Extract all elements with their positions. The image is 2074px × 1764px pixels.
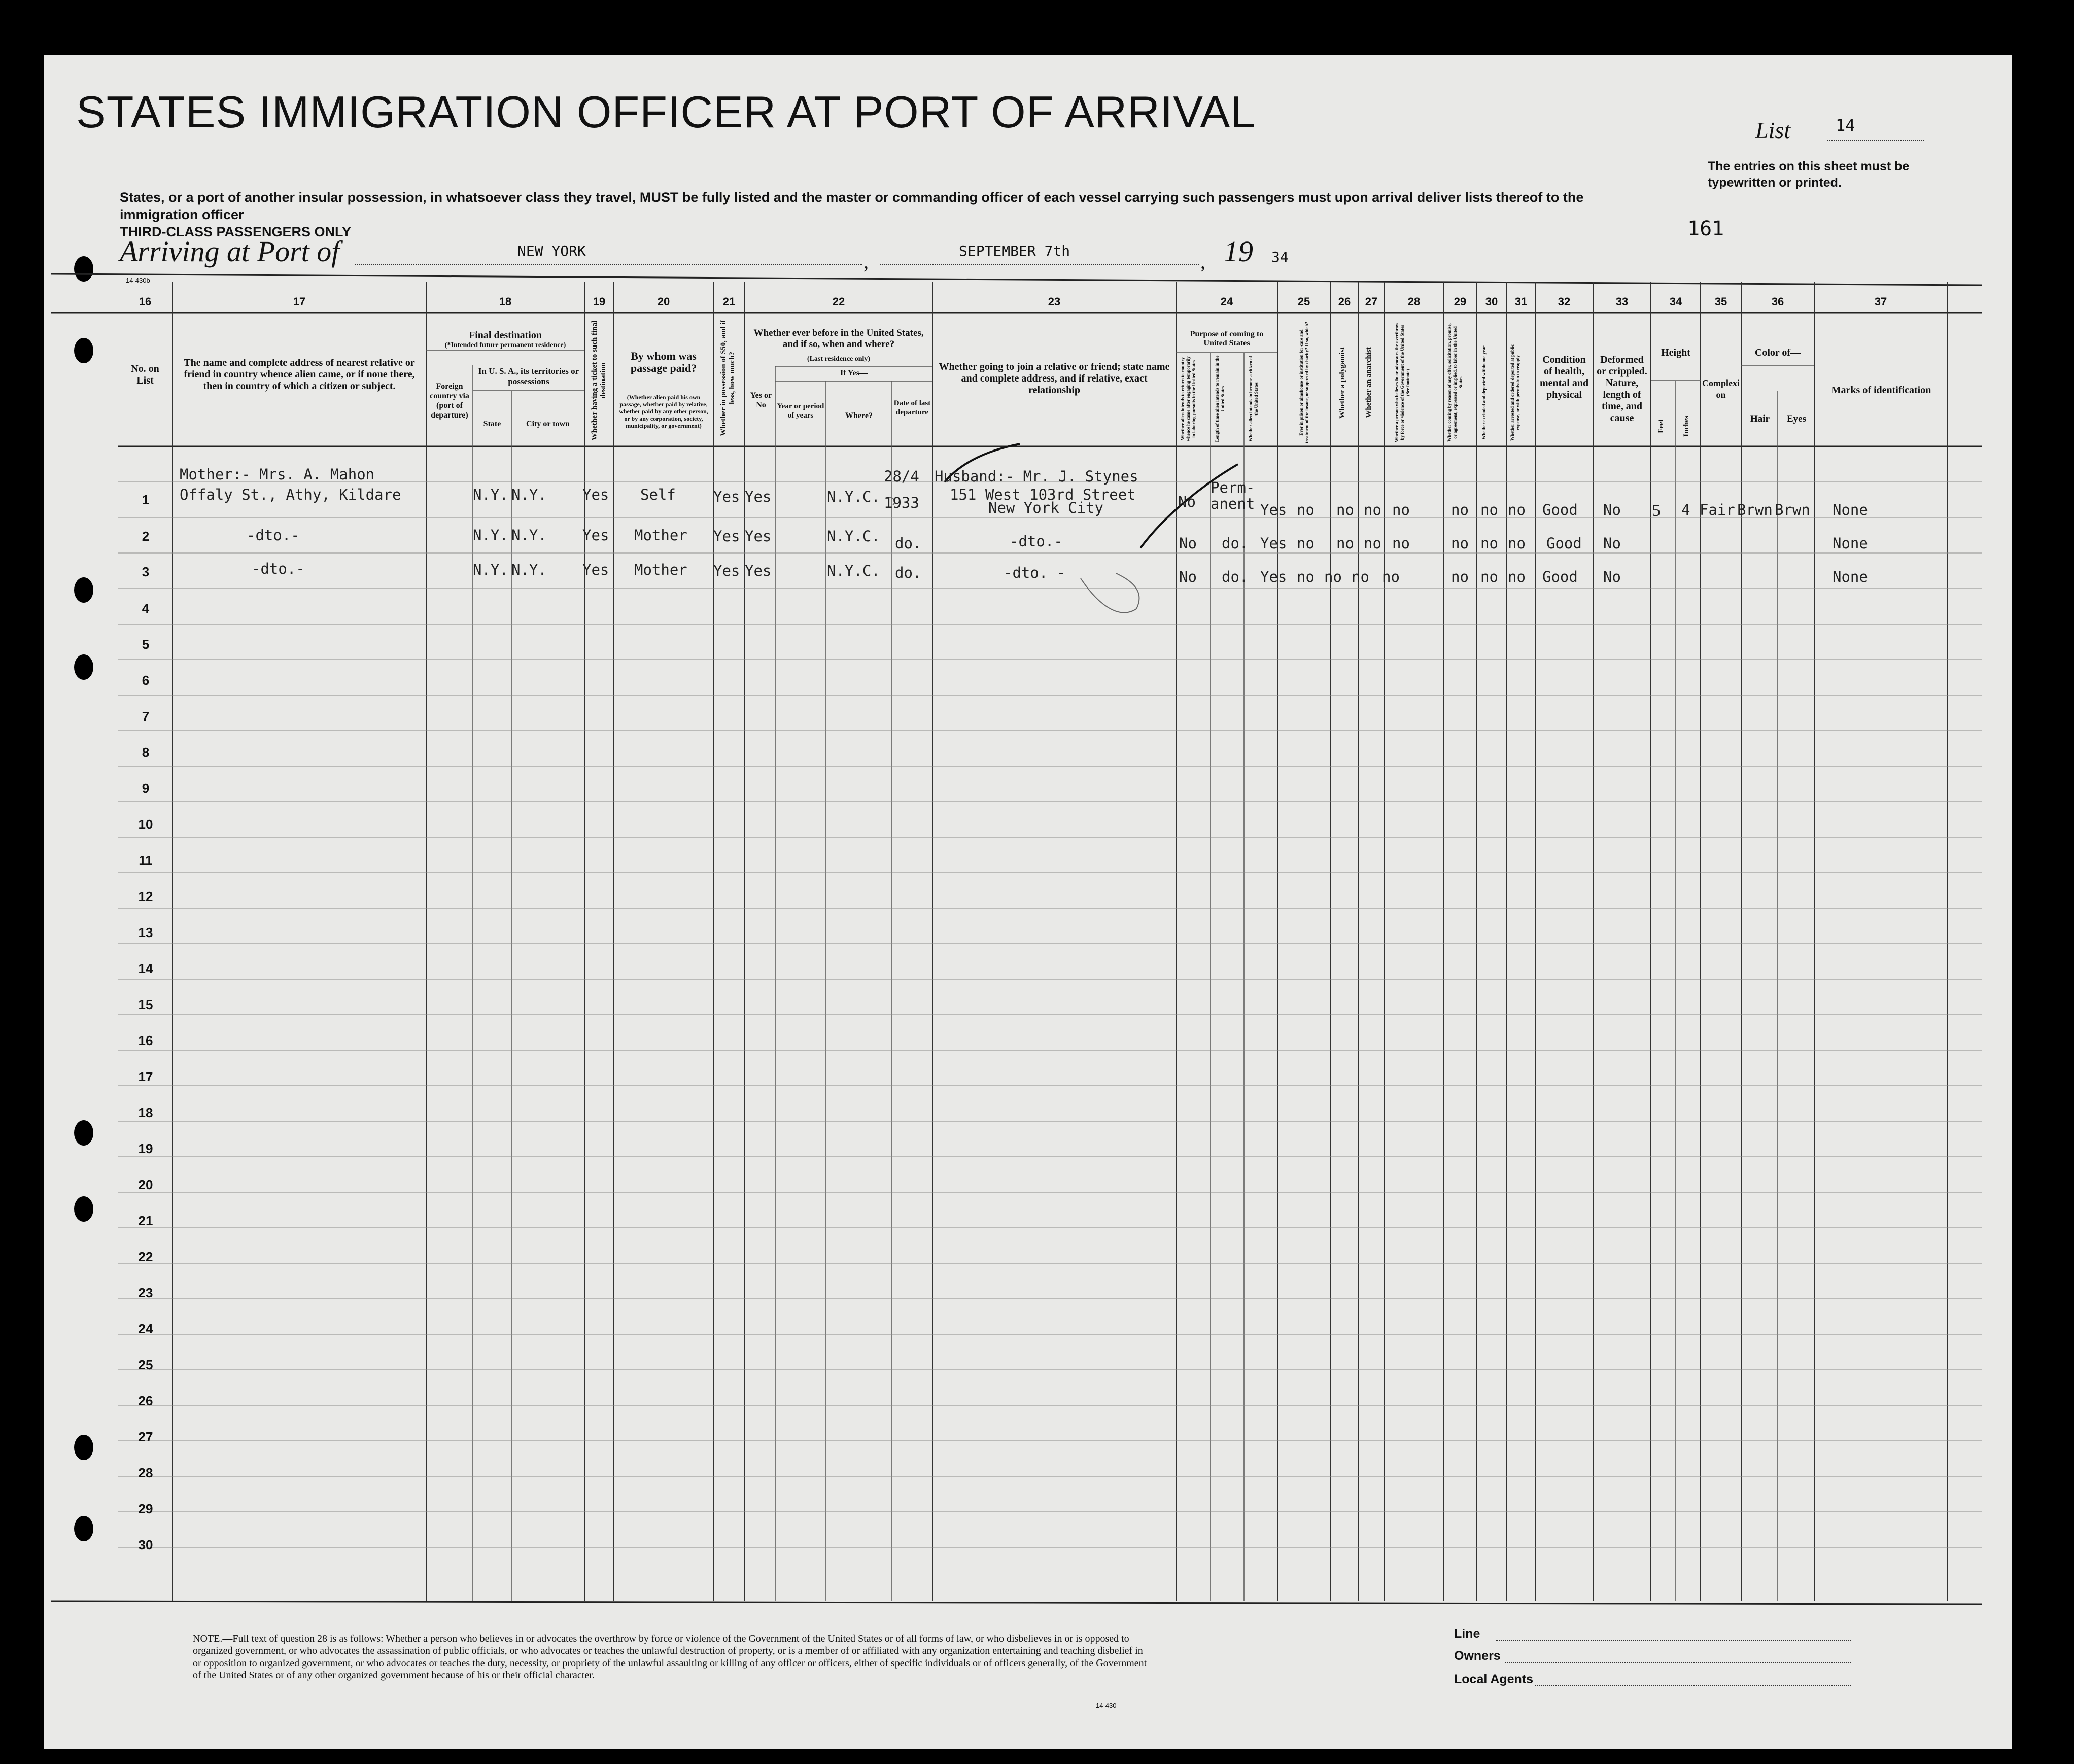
subtitle-line: States, or a port of another insular possession, in whatsoever class they travel, MUST be fully listed and the master or commanding officer of each vessel carrying such passengers must upon arrival deliver lists thereof to the immigration officer (120, 190, 1584, 222)
money-value: Yes (713, 562, 740, 579)
col-number: 25 (1297, 295, 1310, 308)
join-relative: Husband:- Mr. J. Stynes (935, 468, 1138, 485)
header-foreign-country: Foreign country via (port of departure) (430, 382, 469, 420)
col-number: 21 (722, 295, 736, 308)
col-number: 32 (1558, 295, 1571, 308)
length-value: do. (1222, 568, 1249, 585)
header-marks: Marks of identification (1831, 385, 1931, 396)
row-number: 7 (142, 709, 150, 724)
dest-city: N.Y. (511, 486, 547, 503)
col-number: 33 (1615, 295, 1629, 308)
page-title: STATES IMMIGRATION OFFICER AT PORT OF ARRIVAL (76, 87, 1256, 137)
col-number: 36 (1771, 295, 1784, 308)
where-value: N.Y.C. (827, 562, 880, 579)
excluded-value: no (1480, 535, 1498, 552)
row-number: 3 (142, 564, 150, 579)
header-condition: Condition of health, mental and physical (1539, 354, 1589, 400)
excluded-value: no (1480, 501, 1498, 518)
departure-date: do. (895, 535, 922, 552)
row-number: 26 (138, 1393, 153, 1408)
header-by-whom-paid: By whom was passage paid? (630, 350, 697, 374)
eyes-value: Brwn (1775, 501, 1810, 518)
header-purpose: Purpose of coming to United States (1190, 330, 1264, 348)
header-year-period: Year or period of years (777, 402, 824, 420)
row-number: 17 (138, 1069, 153, 1084)
row-number: 20 (138, 1177, 153, 1192)
join-relative: New York City (988, 499, 1103, 516)
header-yes-or-no: Yes or No (750, 391, 772, 409)
money-value: Yes (713, 528, 740, 545)
row-number: 8 (142, 745, 150, 760)
col-number: 26 (1338, 295, 1351, 308)
polygamist-value: no (1324, 568, 1342, 585)
prison-value: no (1297, 568, 1315, 585)
col-number: 23 (1048, 295, 1061, 308)
col-number: 22 (832, 295, 845, 308)
row-number: 23 (138, 1285, 153, 1300)
col-number: 16 (139, 295, 152, 308)
length-value: anent (1211, 495, 1255, 512)
header-in-usa: In U. S. A., its territories or possessions (478, 366, 579, 386)
citizen-value: Yes (1260, 535, 1287, 552)
header-eyes: Eyes (1787, 413, 1806, 424)
join-relative: -dto. - (1004, 564, 1066, 581)
header-excluded-deported: Whether excluded and deported within one year (1481, 345, 1487, 440)
col-number: 34 (1669, 295, 1682, 308)
row-number: 24 (138, 1321, 153, 1336)
header-purpose-citizen: Whether alien intends to become a citizen of the United States (1248, 356, 1259, 442)
prison-value: no (1297, 501, 1315, 518)
dest-city: N.Y. (511, 527, 547, 544)
anarchist-value: no (1352, 568, 1369, 585)
col-number: 37 (1874, 295, 1887, 308)
subtitle-class: THIRD-CLASS PASSENGERS ONLY (120, 224, 352, 239)
header-date-last-departure: Date of last departure (893, 399, 931, 417)
line-rule (1496, 1640, 1851, 1641)
citizen-value: Yes (1260, 501, 1287, 518)
relative-address: -dto.- (247, 527, 300, 544)
header-ticket: Whether having a ticket to such final destination (591, 320, 607, 441)
relative-address: Offaly St., Athy, Kildare (180, 486, 401, 503)
row-number: 12 (138, 889, 153, 904)
where-value: N.Y.C. (827, 488, 880, 505)
local-agents-label: Local Agents (1454, 1672, 1534, 1686)
condition-value: Good (1542, 501, 1578, 518)
row-number: 13 (138, 925, 153, 940)
header-color-of: Color of— (1754, 347, 1801, 358)
row-number: 5 (142, 637, 150, 652)
header-ever-before-note: (Last residence only) (807, 355, 871, 363)
row-number: 4 (142, 601, 150, 616)
relative-address: Mother:- Mrs. A. Mahon (180, 466, 375, 483)
row-number: 19 (138, 1141, 153, 1156)
offer-value: no (1451, 568, 1469, 585)
departure-date: do. (895, 564, 922, 581)
dest-state: N.Y. (473, 527, 508, 544)
header-offer-promise: Whether coming by reason of any offer, solicitation, promise, or agreement, expressed or implied, to labor in the United States (1447, 323, 1463, 442)
line-label: Line (1454, 1627, 1480, 1641)
length-value: Perm- (1211, 479, 1255, 496)
header-possession-50: Whether in possession of $50, and if less, how much? (719, 320, 736, 436)
header-joining-relative: Whether going to join a relative or friend; state name and complete address, and if relative, exact relationship (939, 361, 1170, 396)
col-number: 31 (1514, 295, 1528, 308)
polygamist-value: no (1336, 501, 1354, 518)
header-deformed: Deformed or crippled. Nature, length of time, and cause (1597, 354, 1647, 424)
form-code: 14-430b (126, 276, 150, 284)
marks-value: None (1833, 568, 1868, 585)
paid-by: Mother (634, 527, 687, 544)
condition-value: Good (1546, 535, 1582, 552)
paid-by: Self (640, 486, 676, 503)
date-value: SEPTEMBER 7th (959, 243, 1070, 259)
col-number: 24 (1220, 295, 1233, 308)
col-number: 35 (1714, 295, 1727, 308)
row-number: 14 (138, 961, 153, 976)
page-number: 161 (1687, 217, 1724, 240)
year-prefix: 19 (1224, 235, 1253, 268)
form-code: 14-430 (1096, 1702, 1117, 1709)
footnote: NOTE.—Full text of question 28 is as follows: Whether a person who believes in or advocates the overthrow by force or violence of the Government of the United States or of all forms of law, or who disbelieves in or is opposed to organized government, or who advocates the assassination of public officials, or who advocates or teaches the unlawful destruction of property, or is a member of or affiliated with any organization entertaining and teaching disbelief in or opposition to organized government, or who advocates or teaches the duty, necessity, or propriety of the unlawful assaulting or killing of any officer or officers, either of specific individuals or of officers generally, of the Government of the United States or of any other organized government because of his or their official character. (193, 1633, 1147, 1681)
citizen-value: Yes (1260, 568, 1287, 585)
col-number: 29 (1454, 295, 1467, 308)
list-label: List (1755, 117, 1791, 143)
length-value: do. (1222, 535, 1249, 552)
owners-label: Owners (1454, 1649, 1501, 1663)
header-overthrow: Whether a person who believes in or advocates the overthrow by force or violence of the Government of the United States (See footnote) (1394, 323, 1410, 442)
anarchist-value: no (1364, 501, 1381, 518)
header-final-destination: Final destination (469, 330, 542, 341)
arrested-value: no (1508, 568, 1526, 585)
local-agents-rule (1535, 1685, 1851, 1686)
ticket-value: Yes (582, 561, 609, 578)
ticket-value: Yes (582, 527, 609, 544)
row-number: 10 (138, 817, 153, 832)
header-complexion: Complexion (1702, 378, 1740, 400)
arrested-value: no (1508, 501, 1526, 518)
header-prison: Ever in prison or almshouse or institution for care and treatment of the insane, or supported by charity? If so, which? (1299, 322, 1309, 443)
row-number: 25 (138, 1357, 153, 1372)
overthrow-value: no (1392, 501, 1410, 518)
offer-value: no (1451, 501, 1469, 518)
row-number: 2 (142, 529, 150, 544)
header-by-whom-note: (Whether alien paid his own passage, whether paid by relative, whether paid by any other person, or by any corporation, society, municipality, or government) (619, 394, 708, 429)
marks-value: None (1833, 535, 1868, 552)
header-where: Where? (845, 411, 873, 420)
row-number: 6 (142, 673, 150, 688)
dest-state: N.Y. (473, 561, 508, 578)
comma: , (1200, 250, 1205, 273)
where-value: N.Y.C. (827, 528, 880, 545)
before-value: Yes (745, 528, 772, 545)
dest-city: N.Y. (511, 561, 547, 578)
header-purpose-length: Length of time alien intends to remain in the United States (1215, 355, 1225, 442)
polygamist-value: no (1336, 535, 1354, 552)
returning-value: No (1178, 493, 1196, 510)
relative-address: -dto.- (252, 560, 305, 577)
row-number: 18 (138, 1105, 153, 1120)
port-value: NEW YORK (517, 243, 586, 259)
header-ever-before: Whether ever before in the United States, and if so, when and where? (753, 328, 924, 350)
join-relative: 151 West 103rd Street (950, 486, 1136, 503)
header-final-destination-note: (*Intended future permanent residence) (444, 341, 566, 349)
owners-rule (1505, 1662, 1851, 1663)
col-number: 17 (293, 295, 306, 308)
marks-value: None (1833, 501, 1868, 518)
before-value: Yes (745, 488, 772, 505)
col-number: 30 (1485, 295, 1498, 308)
comma: , (863, 250, 869, 273)
height-feet: 5 (1652, 501, 1661, 520)
offer-value: no (1451, 535, 1469, 552)
money-value: Yes (713, 488, 740, 505)
ticket-value: Yes (582, 486, 609, 503)
condition-value: Good (1542, 568, 1578, 585)
row-number: 9 (142, 781, 150, 796)
hair-value: Brwn (1737, 501, 1773, 518)
overthrow-value: no (1382, 568, 1400, 585)
dest-state: N.Y. (473, 486, 508, 503)
excluded-value: no (1480, 568, 1498, 585)
col-number: 18 (499, 295, 512, 308)
header-purpose-return: Whether alien intends to return to country whence he came after engaging temporarily in laboring pursuits in the United States (1180, 356, 1196, 441)
row-number: 22 (138, 1249, 153, 1264)
anarchist-value: no (1364, 535, 1381, 552)
row-number: 1 (142, 492, 150, 507)
row-number: 28 (138, 1465, 153, 1480)
departure-date: 28/4 (884, 468, 919, 485)
header-state: State (483, 420, 501, 428)
paid-by: Mother (634, 561, 687, 578)
row-number: 27 (138, 1429, 153, 1444)
col-number: 19 (593, 295, 606, 308)
row-number: 29 (138, 1501, 153, 1516)
row-number: 16 (138, 1033, 153, 1048)
height-inches: 4 (1681, 501, 1690, 518)
deformed-value: No (1603, 568, 1621, 585)
header-no-on-list: No. on List (131, 363, 159, 386)
prison-value: no (1297, 535, 1315, 552)
row-number: 30 (138, 1537, 153, 1552)
complexion-value: Fair (1700, 501, 1735, 518)
header-inches: Inches (1682, 416, 1690, 437)
list-number: 14 (1836, 116, 1855, 135)
header-city: City or town (526, 420, 570, 428)
header-if-yes: If Yes— (840, 369, 868, 377)
departure-date: 1933 (884, 494, 919, 511)
join-relative: -dto.- (1010, 533, 1063, 550)
row-number: 21 (138, 1213, 153, 1228)
deformed-value: No (1603, 501, 1621, 518)
header-feet: Feet (1657, 419, 1665, 433)
sheet-instruction: The entries on this sheet must be typewritten or printed. (1708, 159, 1910, 190)
before-value: Yes (745, 562, 772, 579)
header-nearest-relative: The name and complete address of nearest relative or friend in country whence alien came, or if none there, then in country of which a citizen or subject. (184, 357, 415, 392)
returning-value: No (1179, 535, 1197, 552)
header-polygamist: Whether a polygamist (1338, 347, 1346, 419)
header-arrested-deported: Whether arrested and ordered deported at public expense, or with permission to reapply (1510, 344, 1520, 441)
col-number: 27 (1365, 295, 1378, 308)
arriving-label: Arriving at Port of (120, 235, 340, 268)
overthrow-value: no (1392, 535, 1410, 552)
row-number: 11 (139, 853, 153, 868)
returning-value: No (1179, 568, 1197, 585)
row-number: 15 (138, 997, 153, 1012)
arrested-value: no (1508, 535, 1526, 552)
col-number: 28 (1407, 295, 1421, 308)
deformed-value: No (1603, 535, 1621, 552)
header-hair: Hair (1750, 413, 1770, 424)
col-number: 20 (657, 295, 670, 308)
year-value: 34 (1271, 249, 1289, 265)
header-anarchist: Whether an anarchist (1365, 347, 1373, 418)
header-height: Height (1661, 347, 1690, 358)
